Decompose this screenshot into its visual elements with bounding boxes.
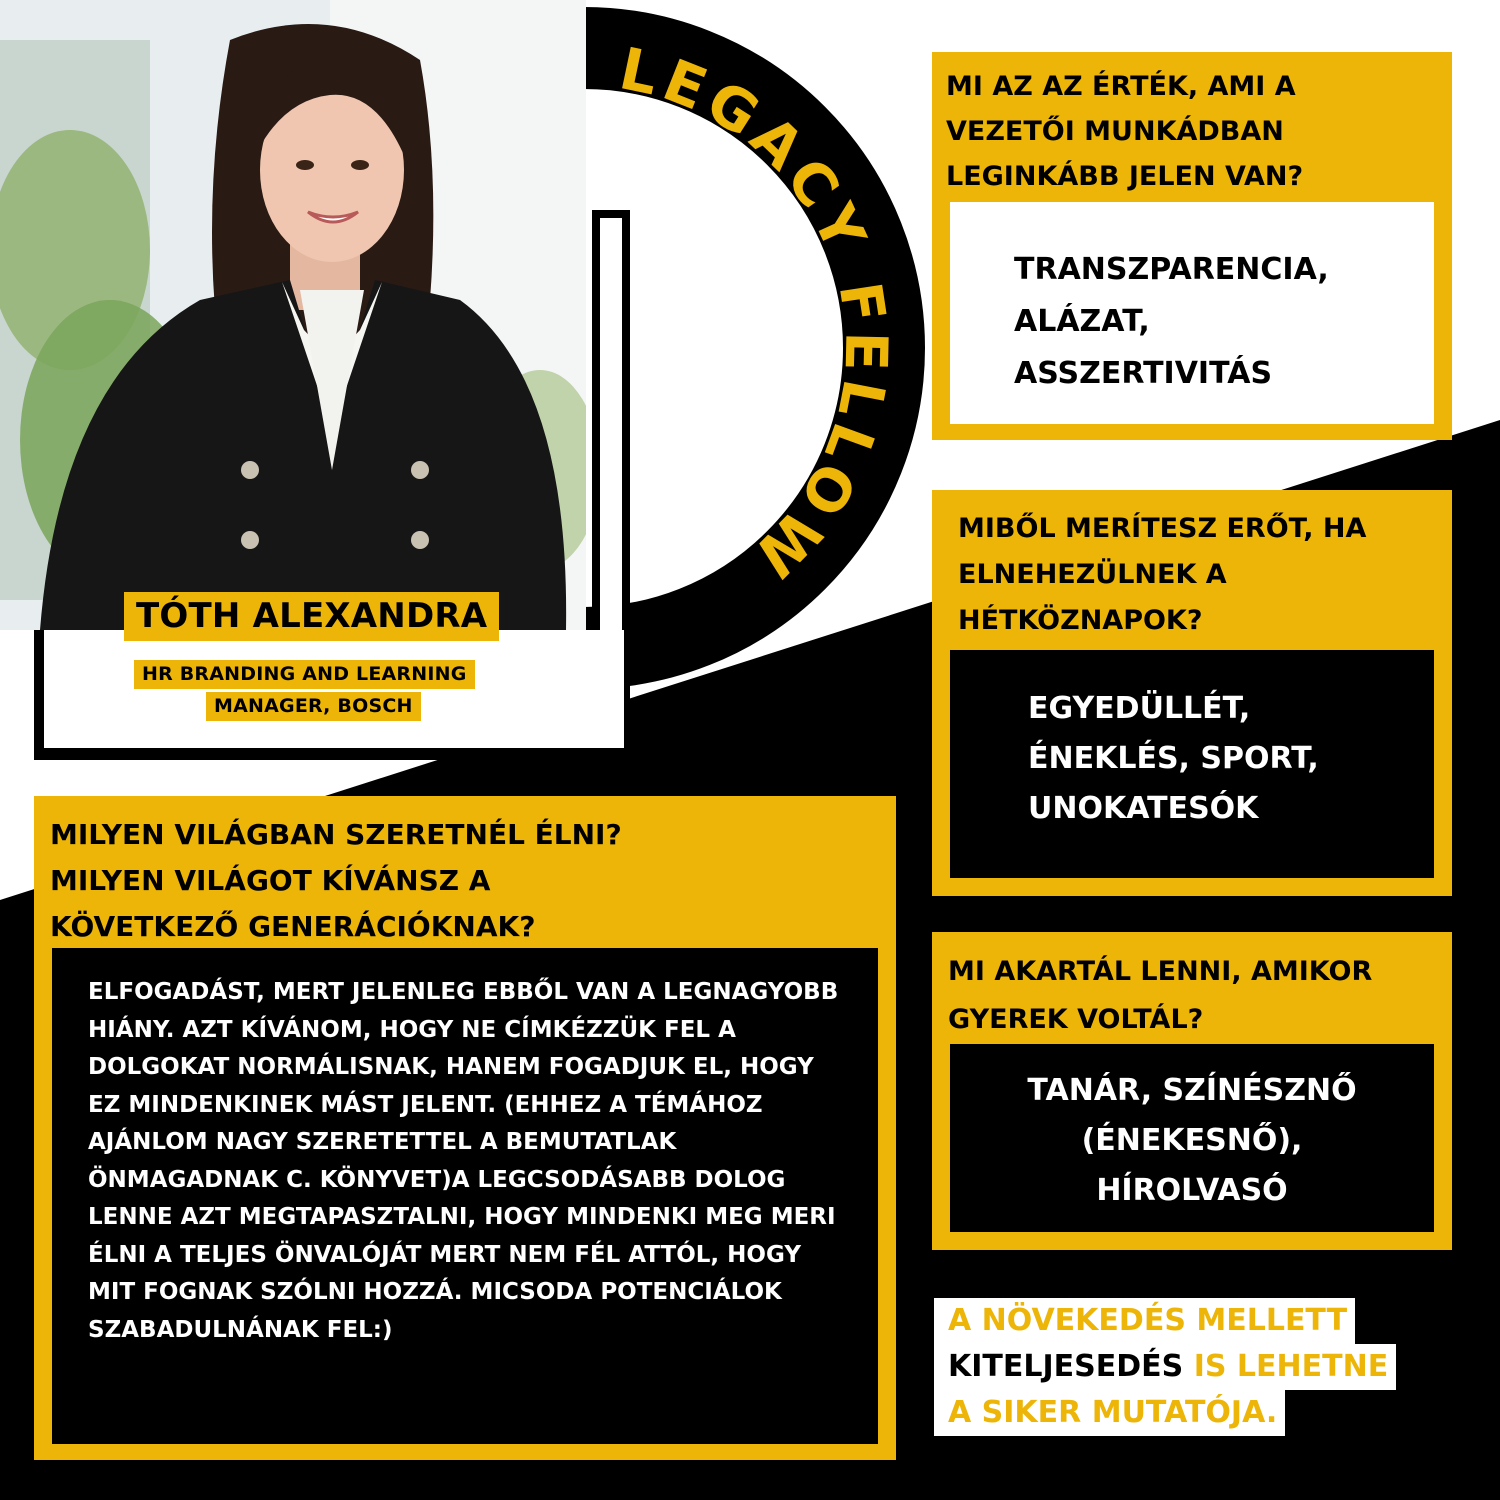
q1-answer-line: ALÁZAT,	[1014, 304, 1150, 339]
quote-part1: A NÖVEKEDÉS MELLETT	[948, 1303, 1348, 1338]
person-role-line2: MANAGER, BOSCH	[206, 692, 421, 721]
q1-question: MI AZ AZ ÉRTÉK, AMI A VEZETŐI MUNKÁDBAN LEGINKÁBB JELEN VAN?	[946, 71, 1304, 192]
closing-quote	[934, 1298, 1494, 1436]
q4-card	[932, 932, 1452, 1250]
q4-answer-line: HÍROLVASÓ	[1096, 1173, 1288, 1208]
q1-answer-line: ASSZERTIVITÁS	[1014, 356, 1273, 391]
q1-answer	[1014, 244, 1329, 400]
q3-card	[34, 796, 896, 1460]
q1-answer-line: TRANSZPARENCIA,	[1014, 252, 1329, 287]
q2-question: MIBŐL MERÍTESZ ERŐT, HA ELNEHEZÜLNEK A HÉTKÖZNAPOK?	[958, 513, 1367, 636]
q4-answer-line: (ÉNEKESNŐ),	[1081, 1123, 1303, 1158]
person-name: TÓTH ALEXANDRA	[124, 592, 499, 641]
person-role-line1: HR BRANDING AND LEARNING	[134, 660, 475, 689]
quote-part3: IS LEHETNE	[1183, 1349, 1389, 1384]
q3-question: MILYEN VILÁGBAN SZERETNÉL ÉLNI? MILYEN VILÁGOT KÍVÁNSZ A KÖVETKEZŐ GENERÁCIÓKNAK?	[50, 818, 622, 943]
ring-text: LEGACY FELLOW	[614, 34, 901, 594]
q4-question: MI AKARTÁL LENNI, AMIKOR GYEREK VOLTÁL?	[948, 956, 1373, 1035]
portrait-photo	[0, 0, 586, 630]
q2-card	[932, 490, 1452, 896]
q1-card	[932, 52, 1452, 440]
q4-answer-line: TANÁR, SZÍNÉSZNŐ	[1027, 1073, 1357, 1108]
quote-part4: A SIKER MUTATÓJA.	[948, 1395, 1278, 1430]
q2-answer	[1028, 684, 1319, 834]
q4-answer	[950, 1066, 1434, 1216]
q2-answer-line: ÉNEKLÉS, SPORT,	[1028, 741, 1319, 776]
quote-highlight: KITELJESEDÉS	[948, 1349, 1184, 1384]
q2-answer-line: UNOKATESÓK	[1028, 791, 1259, 826]
person-illustration	[0, 0, 586, 630]
q3-answer: ELFOGADÁST, MERT JELENLEG EBBŐL VAN A LEGNAGYOBB HIÁNY. AZT KÍVÁNOM, HOGY NE CÍMKÉZZÜK FEL A DOLGOKAT NORMÁLISNAK, HANEM FOGADJUK EL, HOGY EZ MINDENKINEK MÁST JELENT. (EHHEZ A TÉMÁHOZ AJÁNLOM NAGY SZERETETTEL A BEMUTATLAK ÖNMAGADNAK C. KÖNYVET)A LEGCSODÁSABB DOLOG LENNE AZT MEGTAPASZTALNI, HOGY MINDENKI MEG MERI ÉLNI A TELJES ÖNVALÓJÁT MERT NEM FÉL ATTÓL, HOGY MIT FOGNAK SZÓLNI HOZZÁ. MICSODA POTENCIÁLOK SZABADULNÁNAK FEL:)	[88, 979, 839, 1343]
q2-answer-line: EGYEDÜLLÉT,	[1028, 691, 1251, 726]
